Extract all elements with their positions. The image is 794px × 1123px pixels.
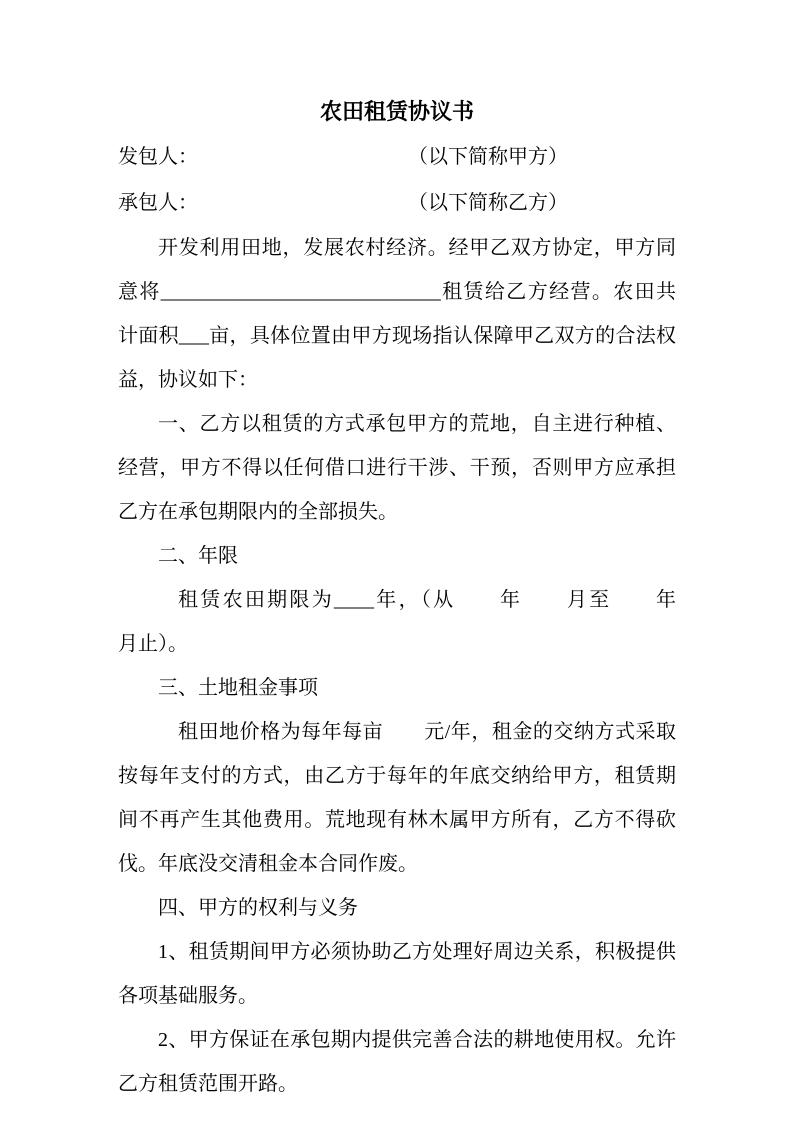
paragraph-intro: 开发利用田地，发展农村经济。经甲乙双方协定，甲方同意将____________________________租赁给乙方经营。农田共计面积___亩，具体位置由甲方现场指认保障甲乙双方的合法权益，协议如下： <box>118 237 676 391</box>
party-row-lessor <box>118 134 676 180</box>
party-row-lessee <box>118 180 676 226</box>
document-title: 农田租赁协议书 <box>319 99 474 124</box>
clause-4-heading: 四、甲方的权利与义务 <box>158 897 358 919</box>
clause-4-item-1: 1、租赁期间甲方必须协助乙方处理好周边关系，积极提供各项基础服务。 <box>118 941 676 1007</box>
party-note-lessor: （以下简称甲方） <box>408 146 568 168</box>
clause-3-heading: 三、土地租金事项 <box>158 677 318 699</box>
clause-2-term: 租赁农田期限为____年，（从 年 月至 年 月止）。 <box>118 589 716 655</box>
clause-4-item-2: 2、甲方保证在承包期内提供完善合法的耕地使用权。允许乙方租赁范围开路。 <box>118 1029 676 1095</box>
party-label-lessee: 承包人： <box>118 192 198 214</box>
party-note-lessee: （以下简称乙方） <box>408 192 568 214</box>
clause-1: 一、乙方以租赁的方式承包甲方的荒地，自主进行种植、经营，甲方不得以任何借口进行干涉、干预，否则甲方应承担乙方在承包期限内的全部损失。 <box>118 413 676 523</box>
clause-2-heading: 二、年限 <box>158 545 238 567</box>
party-label-lessor: 发包人： <box>118 146 198 168</box>
clause-3-rent: 租田地价格为每年每亩 元/年，租金的交纳方式采取按每年支付的方式，由乙方于每年的年底交纳给甲方，租赁期间不再产生其他费用。荒地现有林木属甲方所有，乙方不得砍伐。年底没交清租金本合同作废。 <box>118 721 676 875</box>
